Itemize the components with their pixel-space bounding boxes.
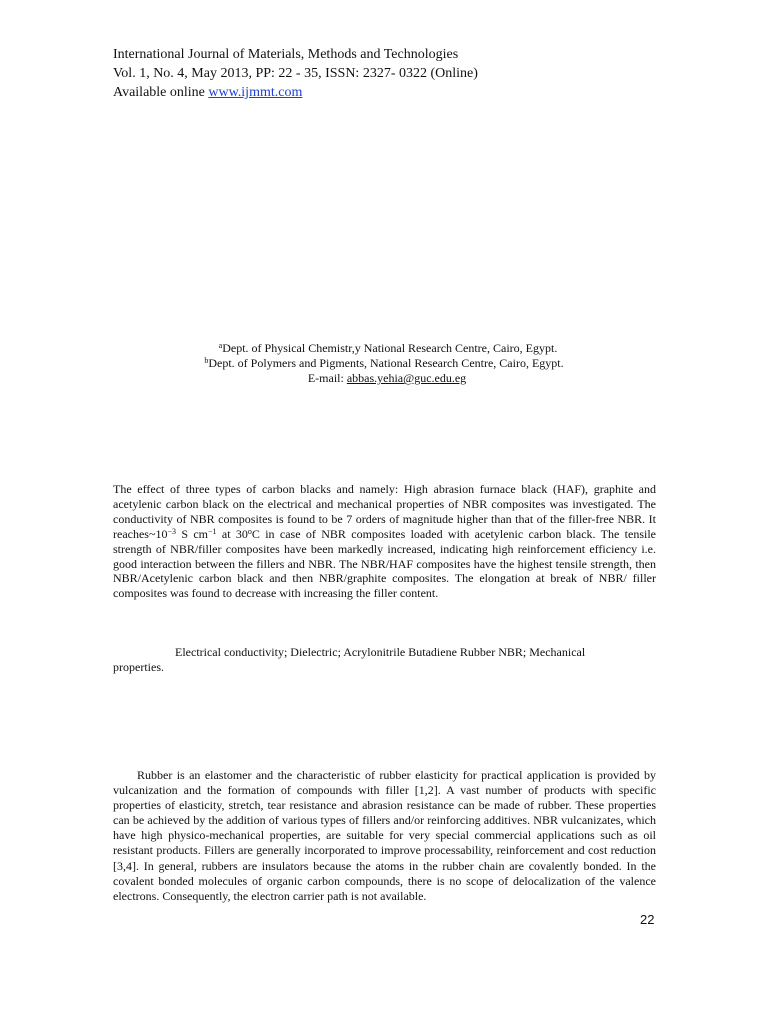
email-line (0, 371, 768, 386)
abstract-text-1: The effect of three types of carbon blacks and namely: High abrasion furnace black (HAF), graphite and acetylenic carbon black on the electrical and mechanical properties of NBR composites was investigated. The conductivity of NBR composites is found to be 7 orders of magnitude higher than that of the filler-free NBR. It reaches~10 (113, 482, 656, 541)
page-number: 22 (640, 912, 655, 927)
abstract-text-3: at 30 (216, 526, 248, 541)
affiliation-a-mark: a (218, 341, 223, 350)
volume-line: Vol. 1, No. 4, May 2013, PP: 22 - 35, ISSN: 2327- 0322 (Online) (113, 66, 478, 81)
introduction-paragraph: Rubber is an elastomer and the characteristic of rubber elasticity for practical application is provided by vulcanization and the formation of compounds with filler [1,2]. A vast number of products with specific properties of elasticity, stretch, tear resistance and abrasion resistance can be made of rubber. These properties can be achieved by the addition of various types of fillers and/or reinforcing additives. NBR vulcanizates, which have high physico-mechanical properties, are suitable for very special commercial applications such as oil resistant products. Fillers are generally incorporated to improve processability, reinforcement and cost reduction [3,4]. In general, rubbers are insulators because the atoms in the rubber chain are covalently bonded. In the covalent bonded molecules of organic carbon compounds, there is no scope of delocalization of the valence electrons. Consequently, the electron carrier path is not available. (113, 768, 656, 903)
affiliation-b (0, 356, 768, 371)
email-link[interactable]: abbas.yehia@guc.edu.eg (346, 371, 467, 385)
affiliation-a (0, 341, 768, 356)
email-prefix: E-mail: (307, 371, 347, 385)
abstract-text-4: C in case of NBR composites loaded with acetylenic carbon black. The tensile strength of NBR/filler composites have been markedly increased, indicating high reinforcement efficiency i.e. good interaction between the fillers and NBR. The NBR/HAF composites have the highest tensile strength, then NBR/Acetylenic carbon black and then NBR/graphite composites. The elongation at break of NBR/ filler composites was found to decrease with increasing the filler content. (113, 526, 656, 601)
journal-header (113, 45, 478, 102)
affiliation-b-mark: b (204, 356, 209, 365)
affiliation-a-text: Dept. of Physical Chemistr,y National Research Centre, Cairo, Egypt. (222, 341, 558, 355)
abstract-text-2: S cm (175, 526, 209, 541)
keywords-paragraph: Electrical conductivity; Dielectric; Acrylonitrile Butadiene Rubber NBR; Mechanical properties. (113, 645, 586, 674)
journal-url-link[interactable]: www.ijmmt.com (208, 85, 303, 100)
availability-line (113, 83, 478, 102)
abstract-degree-mark: o (247, 526, 252, 536)
available-prefix: Available online (113, 85, 209, 100)
affiliation-b-text: Dept. of Polymers and Pigments, National Research Centre, Cairo, Egypt. (208, 356, 564, 370)
abstract-exponent-1: −3 (167, 526, 176, 536)
affiliations-block (0, 341, 768, 386)
abstract-paragraph (113, 482, 656, 601)
journal-title: International Journal of Materials, Methods and Technologies (113, 47, 459, 62)
abstract-exponent-2: −1 (208, 526, 217, 536)
